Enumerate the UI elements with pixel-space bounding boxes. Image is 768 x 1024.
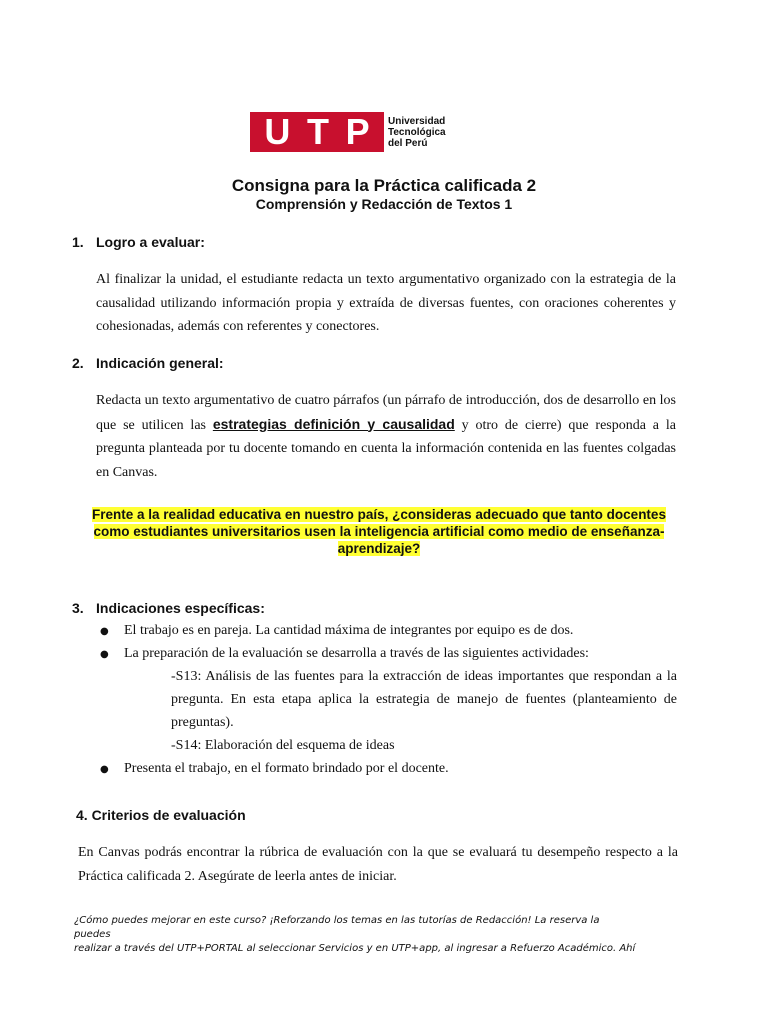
bullet-icon: ● bbox=[100, 626, 109, 637]
list-item bbox=[100, 642, 680, 666]
section-2-title: Indicación general: bbox=[96, 355, 224, 371]
list-item-text: Presenta el trabajo, en el formato brindado por el docente. bbox=[124, 761, 449, 776]
section-1-text: Al finalizar la unidad, el estudiante redacta un texto argumentativo organizado con la estrategia de la causalidad utilizando información propia y extraída de diversas fuentes, con oraciones coherentes y cohesionadas, además con referentes y conectores. bbox=[96, 272, 676, 334]
logo-text-line-2: Tecnológica bbox=[388, 126, 446, 138]
section-2-text-after: y otro de cierre) que responda a la pregunta planteada por tu docente tomando en cuenta la información contenida en las fuentes colgadas en Canvas. bbox=[96, 417, 676, 480]
list-item-text: La preparación de la evaluación se desarrolla a través de las siguientes actividades: bbox=[124, 646, 589, 661]
strategies-emphasis: estrategias definición y causalidad bbox=[212, 415, 455, 432]
section-1-heading bbox=[72, 233, 205, 251]
list-item-text: El trabajo es en pareja. La cantidad máxima de integrantes por equipo es de dos. bbox=[124, 623, 574, 638]
utp-logo-block bbox=[250, 112, 384, 152]
bullet-icon: ● bbox=[100, 764, 109, 775]
footer-note bbox=[74, 914, 674, 956]
logo-text-line-3: del Perú bbox=[388, 137, 428, 149]
document-title: Consigna para la Práctica calificada 2 bbox=[231, 176, 537, 195]
logo-letter-u: U bbox=[264, 111, 291, 152]
section-3-number: 3. bbox=[72, 600, 84, 616]
document-subtitle: Comprensión y Redacción de Textos 1 bbox=[255, 196, 513, 212]
footer-line-3: realizar a través del UTP+PORTAL al seleccionar Servicios y en UTP+app, al ingresar a Refuerzo Académico. Ahí bbox=[74, 943, 636, 954]
section-2-text-before: Redacta un texto argumentativo de cuatro párrafos (un párrafo de introducción, dos de desarrollo en los que se utilicen las bbox=[96, 393, 676, 433]
section-2-heading bbox=[72, 354, 224, 372]
footer-line-2: puedes bbox=[74, 929, 111, 940]
section-1-title: Logro a evaluar: bbox=[96, 234, 205, 250]
section-4-text: En Canvas podrás encontrar la rúbrica de evaluación con la que se evaluará tu desempeño respecto a la Práctica calificada 2. Asegúrate de leerla antes de iniciar. bbox=[78, 845, 678, 884]
guiding-question-text: Frente a la realidad educativa en nuestro país, ¿consideras adecuado que tanto docentes como estudiantes universitarios usen la inteligencia artificial como medio de enseñanza-aprendizaje? bbox=[92, 507, 666, 556]
utp-logo-text bbox=[388, 116, 446, 149]
activity-item: -S13: Análisis de las fuentes para la extracción de ideas importantes que respondan a la pregunta. En esta etapa aplica la estrategia de manejo de fuentes (planteamiento de preguntas). bbox=[171, 669, 677, 730]
section-1-number: 1. bbox=[72, 234, 84, 250]
logo-letter-t: T bbox=[306, 111, 329, 152]
utp-logo bbox=[250, 112, 446, 152]
bullet-icon: ● bbox=[100, 649, 109, 660]
footer-line-1: ¿Cómo puedes mejorar en este curso? ¡Reforzando los temas en las tutorías de Redacción! La reserva la bbox=[74, 915, 600, 926]
list-item bbox=[100, 757, 680, 781]
section-2-text bbox=[96, 389, 676, 484]
section-3-heading bbox=[72, 599, 265, 617]
section-3-title: Indicaciones específicas: bbox=[96, 600, 265, 616]
section-4-heading: 4. Criterios de evaluación bbox=[76, 807, 246, 823]
list-item bbox=[100, 619, 680, 643]
logo-text-line-1: Universidad bbox=[388, 115, 446, 127]
section-2-number: 2. bbox=[72, 355, 84, 371]
activity-item: -S14: Elaboración del esquema de ideas bbox=[171, 738, 395, 753]
logo-letter-p: P bbox=[345, 111, 370, 152]
guiding-question bbox=[74, 506, 684, 557]
